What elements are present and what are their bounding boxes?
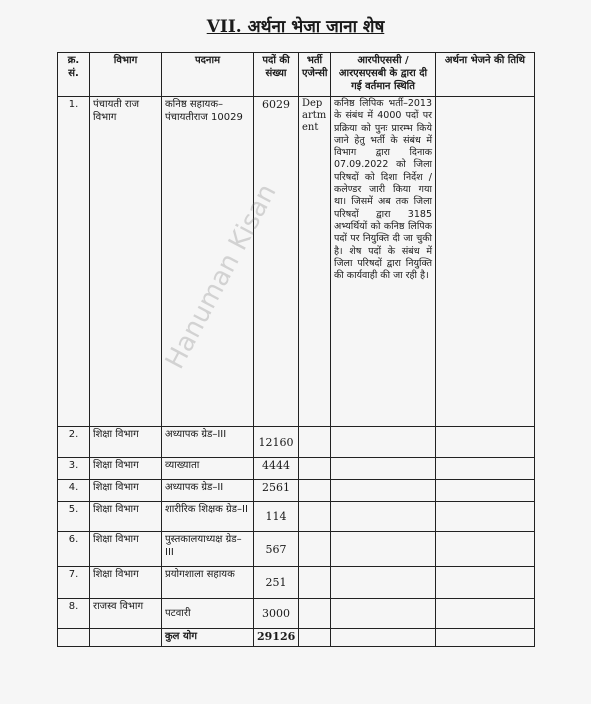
cell-empty: [90, 629, 162, 647]
cell-post: प्रयोगशाला सहायक: [162, 567, 254, 599]
cell-serial: 5.: [58, 502, 90, 532]
cell-status: [331, 427, 436, 458]
cell-date: [436, 567, 535, 599]
cell-empty: [436, 629, 535, 647]
cell-agency: [299, 480, 331, 502]
cell-count: 567: [254, 532, 299, 567]
cell-date: [436, 502, 535, 532]
header-date: अर्थना भेजने की तिथि: [436, 53, 535, 97]
cell-post: पटवारी: [162, 599, 254, 629]
cell-post: कनिष्ठ सहायक– पंचायतीराज 10029: [162, 97, 254, 427]
cell-count: 4444: [254, 458, 299, 480]
cell-agency: [299, 599, 331, 629]
table-header-row: [58, 53, 535, 97]
cell-serial: 8.: [58, 599, 90, 629]
cell-serial: 3.: [58, 458, 90, 480]
cell-status: [331, 502, 436, 532]
cell-post: शारीरिक शिक्षक ग्रेड–II: [162, 502, 254, 532]
cell-agency: Department: [299, 97, 331, 427]
cell-status: [331, 599, 436, 629]
cell-serial: 2.: [58, 427, 90, 458]
cell-department: शिक्षा विभाग: [90, 480, 162, 502]
table-row: [58, 502, 535, 532]
page-title: VII. अर्थना भेजा जाना शेष: [206, 17, 385, 37]
cell-serial: 6.: [58, 532, 90, 567]
cell-post: पुस्तकालयाध्यक्ष ग्रेड–III: [162, 532, 254, 567]
cell-status: [331, 458, 436, 480]
total-count: 29126: [254, 629, 299, 647]
cell-status: [331, 567, 436, 599]
cell-count: 114: [254, 502, 299, 532]
total-row: [58, 629, 535, 647]
cell-count: 6029: [254, 97, 299, 427]
cell-department: शिक्षा विभाग: [90, 502, 162, 532]
cell-count: 2561: [254, 480, 299, 502]
cell-serial: 7.: [58, 567, 90, 599]
cell-date: [436, 97, 535, 427]
cell-empty: [299, 629, 331, 647]
table-row: [58, 458, 535, 480]
cell-date: [436, 599, 535, 629]
cell-serial: 1.: [58, 97, 90, 427]
cell-count: 251: [254, 567, 299, 599]
cell-department: राजस्व विभाग: [90, 599, 162, 629]
cell-date: [436, 480, 535, 502]
total-label: कुल योग: [162, 629, 254, 647]
table-row: [58, 427, 535, 458]
cell-serial: 4.: [58, 480, 90, 502]
cell-department: पंचायती राज विभाग: [90, 97, 162, 427]
cell-post: व्याख्याता: [162, 458, 254, 480]
table-row: [58, 567, 535, 599]
table-row: [58, 97, 535, 427]
cell-status: कनिष्ठ लिपिक भर्ती–2013 के संबंध में 4000 पदों पर प्रक्रिया को पुनः प्रारम्भ किये जाने हेतु भर्ती के संबंध में विभाग द्वारा दिनाक 07.09.2022 को जिला परिषदों को दिशा निर्देश / कलेण्डर जारी किया गया था। जिसमें अब तक जिला परिषदों द्वारा 3185 अभ्यर्थियों को कनिष्ठ लिपिक पदों पर नियुक्ति दी जा चुकी है। शेष पदों के संबंध में जिला परिषदों द्वारा नियुक्ति की कार्यवाही की जा रही है।: [331, 97, 436, 427]
cell-empty: [58, 629, 90, 647]
cell-agency: [299, 567, 331, 599]
cell-date: [436, 458, 535, 480]
cell-date: [436, 532, 535, 567]
cell-agency: [299, 427, 331, 458]
cell-status: [331, 480, 436, 502]
header-count: पदों की संख्या: [254, 53, 299, 97]
cell-agency: [299, 458, 331, 480]
watermark: Hanuman Kisan: [160, 179, 283, 375]
header-agency: भर्ती एजेन्सी: [299, 53, 331, 97]
cell-count: 12160: [254, 427, 299, 458]
table-row: [58, 599, 535, 629]
cell-count: 3000: [254, 599, 299, 629]
table-row: [58, 480, 535, 502]
header-department: विभाग: [90, 53, 162, 97]
cell-date: [436, 427, 535, 458]
cell-agency: [299, 502, 331, 532]
cell-post: अध्यापक ग्रेड–III: [162, 427, 254, 458]
header-serial: क्र. सं.: [58, 53, 90, 97]
cell-department: शिक्षा विभाग: [90, 567, 162, 599]
cell-post: अध्यापक ग्रेड–II: [162, 480, 254, 502]
header-post: पदनाम: [162, 53, 254, 97]
cell-department: शिक्षा विभाग: [90, 458, 162, 480]
cell-agency: [299, 532, 331, 567]
cell-empty: [331, 629, 436, 647]
table-row: [58, 532, 535, 567]
cell-status: [331, 532, 436, 567]
vacancy-table: [57, 52, 535, 647]
cell-department: शिक्षा विभाग: [90, 427, 162, 458]
header-status: आरपीएससी / आरएसएसबी के द्वारा दी गई वर्तमान स्थिति: [331, 53, 436, 97]
cell-department: शिक्षा विभाग: [90, 532, 162, 567]
